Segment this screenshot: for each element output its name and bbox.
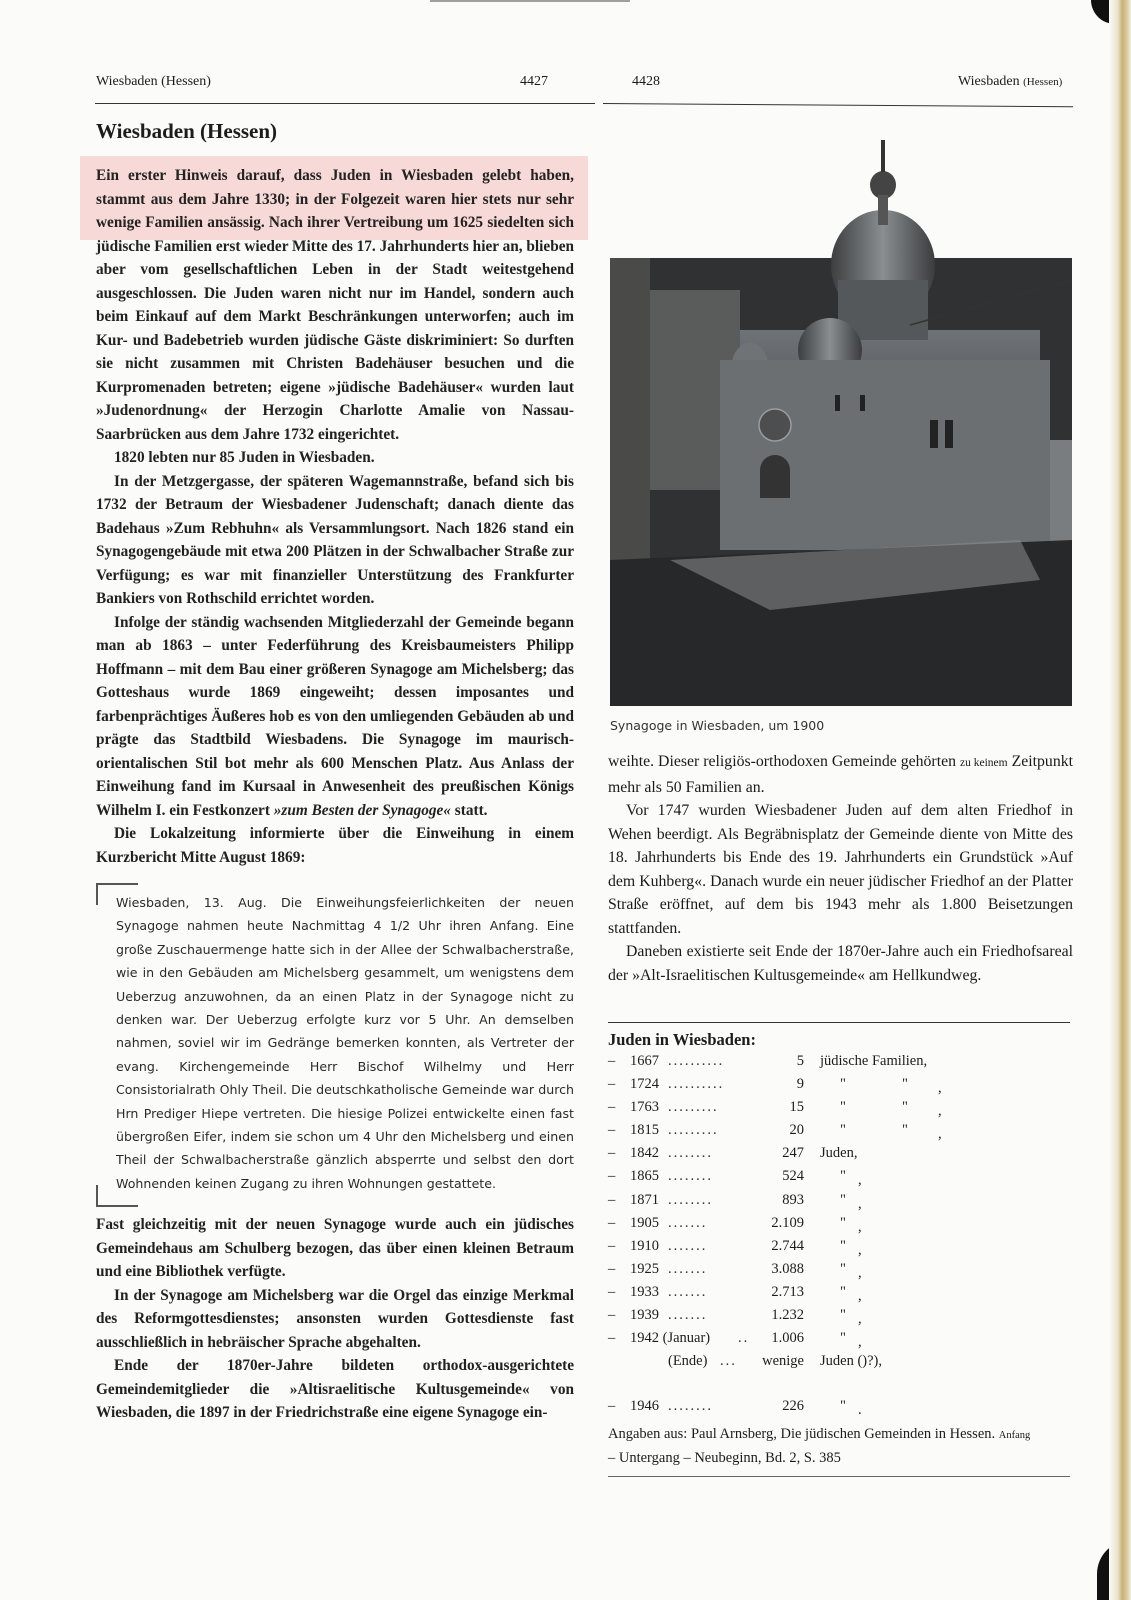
row-comma: , — [858, 1311, 862, 1328]
source-line2: – Untergang – Neubeginn, Bd. 2, S. 385 — [608, 1450, 841, 1467]
row-value: 2.744 — [771, 1237, 804, 1254]
row-value: 524 — [782, 1168, 804, 1185]
header-rule-right — [603, 103, 1073, 107]
row-value: 2.109 — [771, 1214, 804, 1231]
row-year: 1815 — [630, 1122, 659, 1139]
table-row — [608, 1122, 1078, 1145]
concert-title: »zum Besten der Synagoge« — [273, 801, 451, 819]
row-leader-dots: .......... — [668, 1076, 725, 1093]
table-row — [608, 1099, 1078, 1122]
row-value: wenige — [762, 1353, 804, 1370]
row-dash: – — [608, 1076, 616, 1093]
row-year: 1910 — [630, 1237, 659, 1254]
row-year: 1842 — [630, 1145, 659, 1162]
continuation-main: weihte. Dieser religiös-orthodoxen Gemeinde gehörten — [608, 753, 956, 770]
row-year: 1763 — [630, 1099, 659, 1116]
row-comma: . — [858, 1402, 862, 1419]
continuation-end: Zeitpunkt mehr als 50 Familien an. — [608, 753, 1074, 796]
row-ditto: " — [840, 1122, 846, 1139]
quote-text: Wiesbaden, 13. Aug. Die Einweihungsfeierlichkeiten der neuen Synagoge nahmen heute Nachmittag 4 1/2 Uhr ihren Anfang. Eine große Zuschauermenge hatte sich in der Allee der Schwalbacherstraße, wie in den Gebäuden am Michelsberg gesammelt, um wenigstens dem Ueberzug anzuwohnen, da an einen Platz in der Synagoge nicht zu denken war. Der Ueberzug erfolgte kurz vor 5 Uhr. An demselben nahmen, soviel wir im Gedränge bemerken konnten, als Vertreter der evang. Kirchengemeinde Herr Bischof Wilhelmy und Herr Consistorialrath Ohly Theil. Die deutschkatholische Gemeinde war durch Hrn Prediger Hiepe vertreten. Die hiesige Polizei entwickelte einen fast übergroßen Eifer, indem sie schon um 4 Uhr den Michelsberg und einen Theil der Schwalbacherstraße gänzlich absperrte und selbst den dort Wohnenden keinen Zugang zu ihren Wohnungen gestattete. — [116, 895, 574, 1191]
row-value: 15 — [789, 1099, 804, 1116]
row-leader-dots: .. — [738, 1330, 750, 1347]
concert-after: statt. — [450, 801, 488, 819]
table-row — [608, 1168, 1078, 1191]
running-head-right-sub: (Hessen) — [1023, 76, 1063, 88]
row-dash: – — [608, 1283, 616, 1300]
synagogue-photo — [610, 140, 1072, 706]
row-year: 1942 (Januar) — [630, 1330, 711, 1347]
row-ditto: " — [840, 1076, 846, 1093]
row-comma: , — [858, 1241, 862, 1258]
paragraph-intro-rest: Nach ihrer Vertreibung um 1625 siedelten sich jüdische Familien erst wieder Mitte des 17. Jahrhunderts hier an, blieben aber vom gesellschaftlichen Leben in der Stadt weitestgehend ausgeschlossen. Die Juden waren nicht nur im Handel, sondern auch beim Einkauf auf dem Markt Beschränkungen unterworfen; auch im Kur- und Badebetrieb wurden jüdische Gäste diskriminiert: So durften sie nicht zusammen mit Christen Badehäuser besuchen und die Kurpromenaden betreten; eigene »jüdische Badehäuser« wurden laut »Judenordnung« der Herzogin Charlotte Amalie von Nassau-Saarbrücken aus dem Jahre 1732 eingerichtet. — [96, 214, 574, 443]
table-row — [608, 1261, 1078, 1284]
stats-gap — [608, 1376, 1078, 1398]
row-year: 1724 — [630, 1076, 659, 1093]
paragraph-lokalzeitung: Die Lokalzeitung informierte über die Einweihung in einem Kurzbericht Mitte August 1869: — [96, 825, 574, 866]
left-column — [96, 115, 574, 1425]
quote-bracket-top — [96, 883, 138, 905]
row-leader-dots: ....... — [668, 1214, 708, 1231]
row-value: 9 — [796, 1076, 804, 1093]
paragraph-orthodox: Ende der 1870er-Jahre bildeten orthodox-ausgerichtete Gemeindemitglieder die »Altisraelitische Kultusgemeinde« von Wiesbaden, die 1897 in der Friedrichstraße eine eigene Synagoge ein- — [96, 1357, 574, 1422]
row-ditto-2: " — [902, 1099, 908, 1116]
row-dash: – — [608, 1099, 616, 1116]
table-row — [608, 1284, 1078, 1307]
paragraph-orgel: In der Synagoge am Michelsberg war die Orgel das einzige Merkmal des Reformgottesdienstes; ansonsten wurden Gottesdienste fast ausschließlich in hebräischer Sprache abgehalten. — [96, 1286, 574, 1351]
row-dash: – — [608, 1307, 616, 1324]
row-comma: , — [858, 1334, 862, 1351]
row-year: 1667 — [630, 1053, 659, 1069]
table-row — [608, 1215, 1078, 1238]
row-value: 1.232 — [771, 1307, 804, 1324]
article-title: Wiesbaden (Hessen) — [96, 119, 278, 143]
paragraph-synagoge-text: Infolge der ständig wachsenden Mitgliederzahl der Gemeinde begann man ab 1863 – unter Federführung des Kreisbaumeisters Philipp Hoffmann – mit dem Bau einer größeren Synagoge am Michelsberg; das Gotteshaus wurde 1869 eingeweiht; dessen imposantes und farbenprächtiges Äußeres hob es von den umliegenden Gebäuden ab und prägte das Stadtbild Wiesbadens. Die Synagoge im maurisch-orientalischen Stil bot mehr als 600 Menschen Platz. Aus Anlass der Einweihung fand im Kursaal in Anwesenheit des preußischen Königs Wilhelm I. ein Festkonzert — [96, 613, 574, 819]
row-ditto: " — [840, 1099, 846, 1116]
stats-rule-top — [608, 1022, 1070, 1023]
row-leader-dots: .......... — [668, 1053, 725, 1069]
row-ditto-2: " — [902, 1122, 908, 1139]
population-table — [608, 1030, 1078, 1469]
stats-rule-bottom — [608, 1476, 1070, 1477]
row-unit: jüdische Familien, — [820, 1053, 928, 1069]
row-leader-dots: ........ — [668, 1168, 713, 1185]
stats-title: Juden in Wiesbaden: — [608, 1030, 756, 1049]
stats-rows — [608, 1053, 1078, 1421]
photo-caption: Synagoge in Wiesbaden, um 1900 — [610, 718, 825, 733]
row-value: 1.006 — [771, 1330, 804, 1347]
row-dash: – — [608, 1260, 616, 1277]
row-leader-dots: ... — [720, 1353, 737, 1370]
row-dash: – — [608, 1191, 616, 1208]
right-column — [608, 750, 1073, 987]
row-dash: – — [608, 1398, 616, 1415]
table-row — [608, 1353, 1078, 1376]
row-value: 893 — [782, 1191, 804, 1208]
row-comma: , — [858, 1287, 862, 1304]
row-leader-dots: ........ — [668, 1398, 713, 1415]
row-comma: , — [858, 1172, 862, 1189]
row-value: 20 — [789, 1122, 804, 1139]
table-row — [608, 1398, 1078, 1421]
table-row — [608, 1145, 1078, 1168]
paragraph-1820: 1820 lebten nur 85 Juden in Wiesbaden. — [114, 449, 375, 466]
row-dash: – — [608, 1145, 616, 1162]
stats-source — [608, 1423, 1078, 1469]
paragraph-gemeindehaus: Fast gleichzeitig mit der neuen Synagoge wurde auch ein jüdisches Gemeindehaus am Schulberg bezogen, das über einen kleinen Betraum und eine Bibliothek verfügte. — [96, 1216, 574, 1281]
header-rule-left — [95, 103, 595, 104]
paragraph-synagoge — [96, 611, 574, 823]
table-row — [608, 1307, 1078, 1330]
row-leader-dots: ......... — [668, 1099, 719, 1116]
paragraph-friedhofsareal: Daneben existierte seit Ende der 1870er-Jahre auch ein Friedhofsareal der »Alt-Israelitischen Kultusgemeinde« am Hellkundweg. — [608, 943, 1073, 984]
row-leader-dots: ........ — [668, 1191, 713, 1208]
row-ditto: " — [840, 1307, 846, 1324]
row-ditto: " — [840, 1260, 846, 1277]
row-comma: , — [938, 1126, 942, 1143]
page-top-edge — [430, 0, 630, 2]
row-comma: , — [858, 1264, 862, 1281]
row-dash: – — [608, 1168, 616, 1185]
quote-bracket-bottom — [96, 1185, 138, 1207]
row-value: 247 — [782, 1145, 804, 1162]
paragraph-continuation — [608, 750, 1073, 799]
row-value: 5 — [796, 1053, 804, 1069]
row-unit: Juden ()?), — [820, 1353, 883, 1370]
row-year: 1925 — [630, 1260, 659, 1277]
row-dash: – — [608, 1214, 616, 1231]
row-leader-dots: ....... — [668, 1260, 708, 1277]
source-small: Anfang — [998, 1430, 1031, 1442]
row-year: (Ende) — [668, 1353, 708, 1370]
row-ditto: " — [840, 1398, 846, 1415]
highlighted-sentence[interactable]: Ein erster Hinweis darauf, dass Juden in Wiesbaden gelebt haben, stammt aus dem Jahre 1330; in der Folgezeit waren hier stets nur sehr wenige Familien ansässig. — [96, 167, 574, 231]
row-year: 1946 — [630, 1398, 659, 1415]
row-ditto-2: " — [902, 1076, 908, 1093]
row-leader-dots: ....... — [668, 1283, 708, 1300]
row-dash: – — [608, 1122, 616, 1139]
running-head-left: Wiesbaden (Hessen) — [96, 74, 211, 89]
row-dash: – — [608, 1053, 616, 1069]
running-head-right-main: Wiesbaden — [958, 74, 1020, 89]
row-value: 3.088 — [771, 1260, 804, 1277]
table-row — [608, 1192, 1078, 1215]
row-ditto: " — [840, 1191, 846, 1208]
paragraph-intro — [96, 164, 574, 446]
row-leader-dots: ....... — [668, 1237, 708, 1254]
table-row — [608, 1076, 1078, 1099]
row-comma: , — [858, 1218, 862, 1235]
table-row — [608, 1053, 1078, 1076]
row-ditto: " — [840, 1283, 846, 1300]
row-year: 1939 — [630, 1307, 659, 1324]
row-ditto: " — [840, 1330, 846, 1347]
synagogue-illustration — [610, 140, 1072, 706]
page-number-right: 4428 — [632, 74, 660, 89]
row-comma: , — [858, 1195, 862, 1212]
row-dash: – — [608, 1237, 616, 1254]
page-number-left: 4427 — [520, 74, 548, 89]
row-ditto: " — [840, 1237, 846, 1254]
row-leader-dots: ........ — [668, 1145, 713, 1162]
table-row — [608, 1330, 1078, 1353]
running-head-right — [958, 74, 1062, 90]
row-year: 1865 — [630, 1168, 659, 1185]
row-value: 2.713 — [771, 1283, 804, 1300]
row-year: 1905 — [630, 1214, 659, 1231]
row-unit: Juden, — [820, 1145, 858, 1162]
table-row — [608, 1238, 1078, 1261]
source-main: Angaben aus: Paul Arnsberg, Die jüdischen Gemeinden in Hessen. — [608, 1426, 996, 1443]
row-value: 226 — [782, 1398, 804, 1415]
row-ditto: " — [840, 1168, 846, 1185]
newspaper-quote — [96, 891, 574, 1195]
row-ditto: " — [840, 1214, 846, 1231]
page-edge — [1109, 0, 1131, 1600]
row-comma: , — [938, 1103, 942, 1120]
row-leader-dots: ....... — [668, 1307, 708, 1324]
row-dash: – — [608, 1330, 616, 1347]
paragraph-friedhof: Vor 1747 wurden Wiesbadener Juden auf dem alten Friedhof in Wehen beerdigt. Als Begräbnisplatz der Gemeinde diente von Mitte des 18. Jahrhunderts bis Ende des 19. Jahrhunderts ein Grundstück »Auf dem Kuhberg«. Danach wurde ein neuer jüdischer Friedhof an der Platter Straße eröffnet, auf dem bis 1943 mehr als 1.800 Beisetzungen stattfanden. — [608, 802, 1073, 937]
continuation-small: zu keinem — [959, 757, 1008, 769]
paragraph-betraum: In der Metzgergasse, der späteren Wagemannstraße, befand sich bis 1732 der Betraum der Wiesbadener Judenschaft; danach diente das Badehaus »Zum Rebhuhn« als Versammlungsort. Nach 1826 stand ein Synagogengebäude mit etwa 200 Plätzen in der Schwalbacher Straße zur Verfügung; es war mit finanzieller Unterstützung des Frankfurter Bankiers von Rothschild errichtet worden. — [96, 472, 574, 607]
row-year: 1933 — [630, 1283, 659, 1300]
row-year: 1871 — [630, 1191, 659, 1208]
row-leader-dots: ......... — [668, 1122, 719, 1139]
row-comma: , — [938, 1080, 942, 1097]
